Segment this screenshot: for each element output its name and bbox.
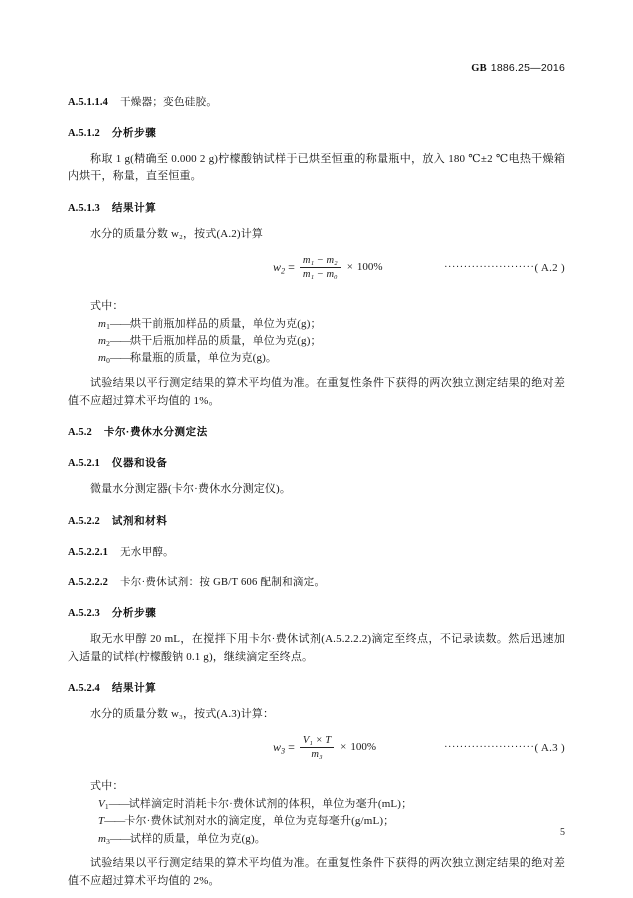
clause-heading-a521 xyxy=(68,456,565,472)
clause-heading-a5222 xyxy=(68,575,565,591)
clause-title: 分析步骤 xyxy=(111,607,157,619)
definition-symbol: m xyxy=(98,317,107,330)
formula-factor: 100% xyxy=(350,741,377,754)
formula-denominator: m₃ xyxy=(311,748,323,760)
definition-text: 烘干后瓶加样品的质量，单位为克(g)； xyxy=(130,335,322,348)
equation-label: ( A.3 ) xyxy=(534,741,565,754)
definition-row xyxy=(68,813,565,830)
definition-row xyxy=(68,831,565,848)
definition-symbol: V xyxy=(98,797,105,810)
clause-title: 试剂和材料 xyxy=(111,514,168,527)
clause-number: A.5.2.1 xyxy=(68,458,100,470)
definition-subscript: 1 xyxy=(104,802,109,812)
clause-number: A.5.1.1.4 xyxy=(68,97,108,108)
paragraph-a523-procedure: 取无水甲醇 20 mL，在搅拌下用卡尔·费休试剂(A.5.2.2.2)滴定至终点，不记录读数。然后迅速加入适量的试样(柠檬酸钠 0.1 g)，继续滴定至终点。 xyxy=(68,632,565,663)
formula-factor: 100% xyxy=(356,261,383,274)
formula-fraction xyxy=(300,735,334,760)
clause-heading-a512 xyxy=(68,126,565,142)
clause-heading-a52 xyxy=(68,425,565,441)
clause-title: 无水甲醇。 xyxy=(119,546,174,558)
definition-list-a3 xyxy=(68,796,565,848)
definition-subscript: 3 xyxy=(106,836,110,846)
paragraph-a513-result: 试验结果以平行测定结果的算术平均值为准。在重复性条件下获得的两次独立测定结果的绝对差值不应超过算术平均值的 1%。 xyxy=(68,376,565,407)
definition-symbol: m xyxy=(98,832,107,845)
formula-times: × xyxy=(346,261,353,274)
clause-title: 卡尔·费休水分测定法 xyxy=(103,426,208,439)
clause-heading-a523 xyxy=(68,606,565,622)
definition-row xyxy=(68,316,565,333)
clause-number: A.5.2.2.1 xyxy=(68,546,108,558)
clause-title: 分析步骤 xyxy=(111,126,157,139)
formula-equals: = xyxy=(288,259,295,274)
clause-heading-a5221 xyxy=(68,545,565,561)
definition-dash: —— xyxy=(110,352,130,365)
definition-dash: —— xyxy=(110,832,130,845)
paragraph-a524-lead: 水分的质量分数 w₃，按式(A.3)计算： xyxy=(90,708,275,721)
formula-a3-expression xyxy=(273,735,376,760)
definition-text: 试样的质量，单位为克(g)。 xyxy=(130,832,266,845)
clause-title: 干燥器；变色硅胶。 xyxy=(119,97,218,108)
formula-numerator: V₁ × T xyxy=(300,735,334,748)
formula-a2 xyxy=(68,255,565,289)
formula-a3-number xyxy=(444,742,565,754)
paragraph-a513-lead: 水分的质量分数 w₂，按式(A.2)计算 xyxy=(90,227,264,240)
paragraph-a524-result: 试验结果以平行测定结果的算术平均值为准。在重复性条件下获得的两次独立测定结果的绝对差值不应超过算术平均值的 2%。 xyxy=(68,857,565,887)
definition-row xyxy=(68,350,565,367)
page-content xyxy=(68,62,565,891)
definition-subscript: 2 xyxy=(106,339,110,349)
definition-symbol: m xyxy=(98,352,107,365)
where-label-a2: 式中： xyxy=(90,299,124,312)
clause-number: A.5.2.4 xyxy=(68,683,100,695)
clause-title: 仪器和设备 xyxy=(111,457,168,470)
definition-subscript: 0 xyxy=(106,356,110,366)
document-header xyxy=(68,62,565,74)
formula-a3 xyxy=(68,735,565,769)
clause-number: A.5.2.2.2 xyxy=(68,577,108,589)
paragraph-a521-instrument: 微量水分测定器(卡尔·费休水分测定仪)。 xyxy=(90,482,291,495)
definition-dash: —— xyxy=(104,815,125,828)
clause-title: 结果计算 xyxy=(111,202,157,215)
clause-number: A.5.2 xyxy=(68,427,92,439)
clause-number: A.5.2.3 xyxy=(68,608,100,619)
clause-title: 结果计算 xyxy=(111,682,157,695)
clause-heading-a524 xyxy=(68,681,565,697)
formula-equals: = xyxy=(288,739,295,754)
definition-text: 试样滴定时消耗卡尔·费休试剂的体积，单位为毫升(mL)； xyxy=(128,797,413,810)
definition-subscript: 1 xyxy=(106,321,110,331)
equation-label: ( A.2 ) xyxy=(534,261,565,274)
dot-leader: ······················· xyxy=(444,261,535,273)
formula-a2-expression xyxy=(273,255,383,280)
clause-number: A.5.2.2 xyxy=(68,515,100,527)
formula-denominator: m₁ − m₀ xyxy=(302,268,338,280)
formula-times: × xyxy=(340,741,347,754)
definition-row xyxy=(68,796,565,813)
clause-number: A.5.1.2 xyxy=(68,127,100,139)
definition-symbol: m xyxy=(98,335,107,348)
standard-prefix: GB xyxy=(471,63,487,74)
definition-text: 卡尔·费休试剂对水的滴定度，单位为克每毫升(g/mL)； xyxy=(124,815,395,828)
clause-heading-a513 xyxy=(68,201,565,217)
paragraph-a512-procedure: 称取 1 g(精确至 0.000 2 g)柠檬酸钠试样于已烘至恒重的称量瓶中，放入 180 ℃±2 ℃电热干燥箱内烘干，称量，直至恒重。 xyxy=(68,152,565,183)
definition-text: 称量瓶的质量，单位为克(g)。 xyxy=(130,352,278,365)
definition-symbol: T xyxy=(98,815,105,828)
definition-list-a2 xyxy=(68,316,565,368)
formula-lhs: $w_2$ xyxy=(273,259,286,275)
where-label-a3: 式中： xyxy=(90,779,124,792)
definition-dash: —— xyxy=(108,797,129,810)
clause-title: 卡尔·费休试剂：按 GB/T 606 配制和滴定。 xyxy=(119,577,326,589)
formula-fraction xyxy=(300,255,341,280)
clause-heading-a5114 xyxy=(68,95,565,111)
formula-lhs: $w_3$ xyxy=(273,739,286,756)
page-number: 5 xyxy=(560,827,565,838)
dot-leader: ······················· xyxy=(444,741,535,753)
formula-a2-number xyxy=(444,262,565,274)
definition-row xyxy=(68,333,565,350)
standard-number: 1886.25—2016 xyxy=(490,62,565,74)
definition-dash: —— xyxy=(110,335,130,348)
clause-number: A.5.1.3 xyxy=(68,203,100,215)
clause-heading-a522 xyxy=(68,514,565,530)
definition-dash: —— xyxy=(110,317,130,330)
formula-numerator: m₁ − m₂ xyxy=(300,255,341,268)
definition-text: 烘干前瓶加样品的质量，单位为克(g)； xyxy=(130,317,322,330)
